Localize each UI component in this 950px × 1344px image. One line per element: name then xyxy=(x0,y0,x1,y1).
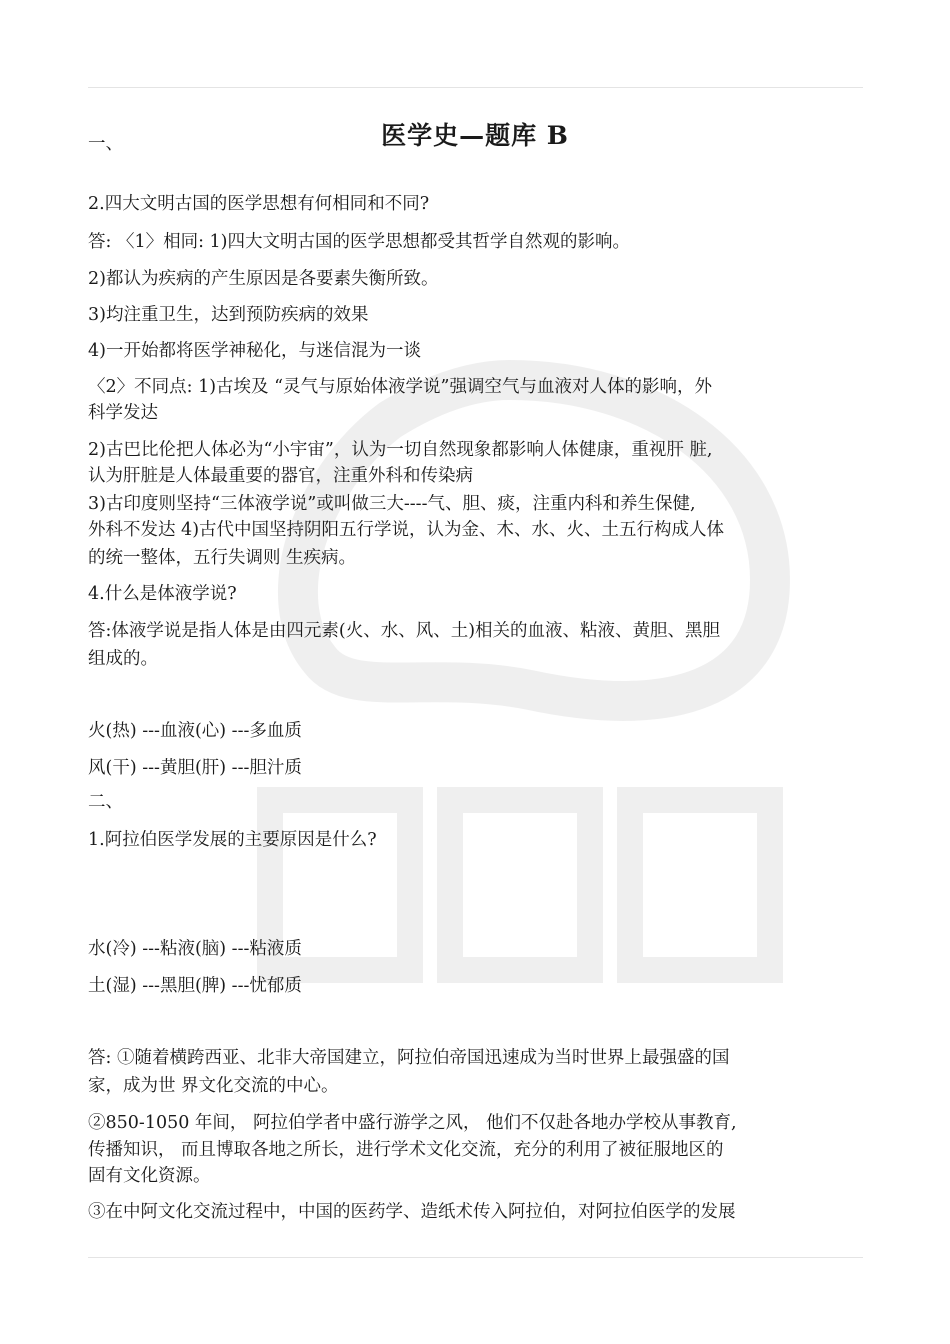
answer-line: 认为肝脏是人体最重要的器官，注重外科和传染病 xyxy=(88,466,473,486)
question-4: 4.什么是体液学说? xyxy=(88,584,237,604)
answer-line: 的统一整体，五行失调则 生疾病。 xyxy=(88,548,357,568)
answer-line: 外科不发达 4)古代中国坚持阴阳五行学说，认为金、木、水、火、土五行构成人体 xyxy=(88,520,725,540)
bottom-divider xyxy=(88,1257,863,1258)
answer-line: 科学发达 xyxy=(88,403,158,423)
answer-line: ③在中阿文化交流过程中，中国的医药学、造纸术传入阿拉伯，对阿拉伯医学的发展 xyxy=(88,1202,736,1222)
humor-line: 风(干) ---黄胆(肝) ---胆汁质 xyxy=(88,758,302,778)
section-heading-2: 二、 xyxy=(88,792,123,812)
humor-line: 火(热) ---血液(心) ---多血质 xyxy=(88,721,302,741)
humor-line: 水(冷) ---粘液(脑) ---粘液质 xyxy=(88,939,302,959)
answer-line: 答:体液学说是指人体是由四元素(火、水、风、土)相关的血液、粘液、黄胆、黑胆 xyxy=(88,621,721,641)
answer-line: 答: ①随着横跨西亚、北非大帝国建立，阿拉伯帝国迅速成为当时世界上最强盛的国 xyxy=(88,1048,730,1068)
top-divider xyxy=(88,87,863,88)
answer-line: 〈2〉不同点: 1)古埃及 “灵气与原始体液学说”强调空气与血液对人体的影响，外 xyxy=(88,377,713,397)
answer-line: 2)古巴比伦把人体必为“小宇宙”，认为一切自然现象都影响人体健康，重视肝 脏, xyxy=(88,440,713,460)
answer-line: 3)古印度则坚持“三体液学说”或叫做三大----气、胆、痰，注重内科和养生保健, xyxy=(88,494,696,514)
humor-line: 土(湿) ---黑胆(脾) ---忧郁质 xyxy=(88,976,302,996)
answer-line: 2)都认为疾病的产生原因是各要素失衡所致。 xyxy=(88,269,439,289)
question-1: 1.阿拉伯医学发展的主要原因是什么? xyxy=(88,830,377,850)
question-2: 2.四大文明古国的医学思想有何相同和不同? xyxy=(88,194,430,214)
section-heading-1: 一、 xyxy=(88,134,123,154)
answer-line: ②850-1050 年间， 阿拉伯学者中盛行游学之风， 他们不仅赴各地办学校从事教育, xyxy=(88,1113,737,1133)
answer-line: 4)一开始都将医学神秘化，与迷信混为一谈 xyxy=(88,341,421,361)
answer-line: 家，成为世 界文化交流的中心。 xyxy=(88,1076,339,1096)
answer-line: 组成的。 xyxy=(88,649,158,669)
answer-line: 答: 〈1〉相同: 1)四大文明古国的医学思想都受其哲学自然观的影响。 xyxy=(88,232,631,252)
answer-line: 3)均注重卫生，达到预防疾病的效果 xyxy=(88,305,369,325)
page-title: 医学史—题库 B xyxy=(381,121,569,150)
answer-line: 固有文化资源。 xyxy=(88,1166,211,1186)
answer-line: 传播知识， 而且博取各地之所长，进行学术文化交流，充分的利用了被征服地区的 xyxy=(88,1140,724,1160)
